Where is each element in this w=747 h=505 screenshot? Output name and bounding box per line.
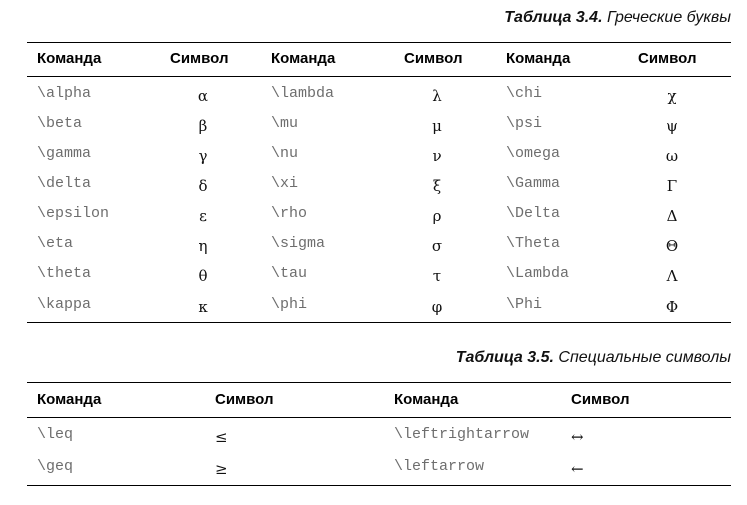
table-cell-command: \eta	[37, 235, 74, 252]
table-cell-symbol: ε	[199, 207, 207, 225]
table-cell-command: \omega	[506, 145, 561, 162]
table-cell-symbol: ω	[665, 147, 679, 165]
table-cell-symbol: β	[198, 117, 208, 135]
table-3-5-bottom-rule	[27, 485, 731, 486]
table-3-4-header-command-3: Команда	[506, 50, 571, 67]
table-3-4-header-command-2: Команда	[271, 50, 336, 67]
table-3-5-caption-number: Таблица 3.5.	[455, 349, 554, 366]
table-cell-command: \leq	[37, 426, 74, 443]
table-3-5-header-symbol-1: Символ	[215, 391, 274, 408]
table-cell-command: \Theta	[506, 235, 561, 252]
table-cell-symbol: Λ	[666, 267, 678, 285]
table-cell-symbol: ρ	[432, 207, 442, 225]
table-3-5-caption	[456, 349, 731, 367]
table-cell-command: \Gamma	[506, 175, 561, 192]
table-3-4-header-symbol-3: Символ	[638, 50, 697, 67]
table-3-5-top-rule	[27, 382, 731, 383]
table-cell-symbol: σ	[431, 237, 443, 255]
table-cell-symbol: α	[197, 87, 209, 105]
table-3-5-header-command-2: Команда	[394, 391, 459, 408]
table-cell-command: \psi	[506, 115, 543, 132]
table-cell-symbol: δ	[198, 177, 208, 195]
table-cell-command: \delta	[37, 175, 92, 192]
table-cell-symbol: τ	[432, 267, 442, 285]
table-cell-command: \epsilon	[37, 205, 110, 222]
table-cell-symbol: ↔	[571, 428, 584, 446]
table-3-4-header-command-1: Команда	[37, 50, 102, 67]
table-cell-command: \sigma	[271, 235, 326, 252]
table-cell-command: \tau	[271, 265, 308, 282]
table-cell-command: \leftarrow	[394, 458, 485, 475]
table-cell-command: \nu	[271, 145, 299, 162]
table-cell-command: \leftrightarrow	[394, 426, 530, 443]
table-cell-symbol: μ	[432, 117, 442, 135]
table-cell-command: \Phi	[506, 296, 543, 313]
table-cell-command: \theta	[37, 265, 92, 282]
table-cell-command: \lambda	[271, 85, 335, 102]
table-cell-command: \phi	[271, 296, 308, 313]
table-cell-command: \mu	[271, 115, 299, 132]
table-cell-symbol: ξ	[432, 177, 442, 195]
table-3-4-header-rule	[27, 76, 731, 77]
table-cell-command: \gamma	[37, 145, 92, 162]
table-3-4-header-symbol-2: Символ	[404, 50, 463, 67]
table-cell-symbol: Φ	[665, 298, 679, 316]
table-3-4-caption-title: Греческие буквы	[606, 9, 731, 26]
table-3-5-header-command-1: Команда	[37, 391, 102, 408]
table-cell-symbol: κ	[198, 298, 208, 316]
table-cell-symbol: Γ	[666, 177, 678, 195]
table-cell-symbol: ν	[432, 147, 442, 165]
table-cell-symbol: ≥	[215, 460, 228, 478]
table-cell-command: \alpha	[37, 85, 92, 102]
table-cell-command: \beta	[37, 115, 83, 132]
table-3-4-caption	[504, 9, 731, 27]
table-3-4-header-symbol-1: Символ	[170, 50, 229, 67]
table-3-5-header-symbol-2: Символ	[571, 391, 630, 408]
table-cell-symbol: λ	[432, 87, 442, 105]
table-cell-symbol: Θ	[665, 237, 679, 255]
table-3-5-header-rule	[27, 417, 731, 418]
table-cell-symbol: γ	[198, 147, 208, 165]
table-cell-symbol: χ	[667, 87, 677, 105]
table-cell-command: \chi	[506, 85, 543, 102]
table-3-4-caption-number: Таблица 3.4.	[504, 9, 603, 26]
table-cell-symbol: φ	[431, 298, 443, 316]
table-cell-symbol: Δ	[666, 207, 678, 225]
table-cell-symbol: ←	[571, 460, 584, 478]
table-cell-command: \rho	[271, 205, 308, 222]
table-cell-command: \xi	[271, 175, 299, 192]
table-3-4-top-rule	[27, 42, 731, 43]
table-3-5-caption-title: Специальные символы	[558, 349, 731, 366]
table-cell-symbol: η	[198, 237, 208, 255]
table-cell-command: \Lambda	[506, 265, 570, 282]
table-cell-symbol: ψ	[666, 117, 678, 135]
table-cell-symbol: θ	[198, 267, 208, 285]
table-cell-command: \kappa	[37, 296, 92, 313]
table-cell-command: \Delta	[506, 205, 561, 222]
table-cell-symbol: ≤	[215, 428, 228, 446]
table-cell-command: \geq	[37, 458, 74, 475]
table-3-4-bottom-rule	[27, 322, 731, 323]
